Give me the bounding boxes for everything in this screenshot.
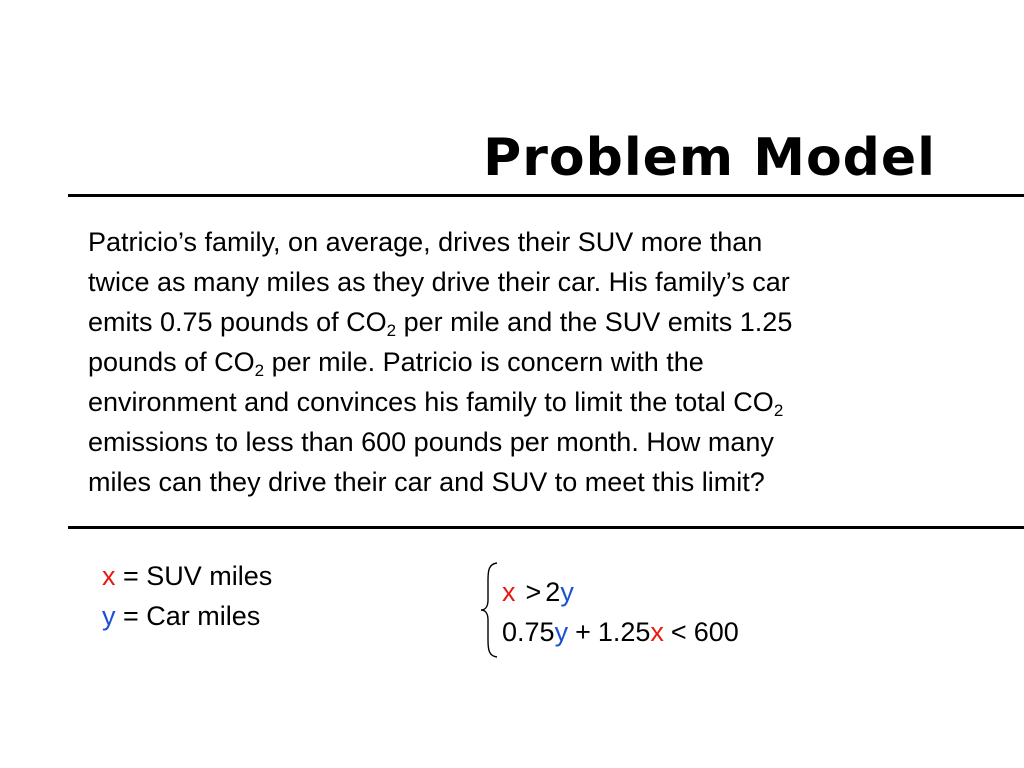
- variable-y: y: [102, 601, 116, 631]
- plus-sign: +: [575, 617, 591, 647]
- eq1-var-x: x: [502, 577, 516, 607]
- slide-title: Problem Model: [483, 128, 936, 188]
- equations: [502, 572, 739, 652]
- co2-subscript: 2: [254, 361, 265, 380]
- problem-line-5-text: environment and convinces his family to limit the total CO: [88, 387, 774, 417]
- variable-definitions: [102, 556, 272, 636]
- problem-line-3: [88, 302, 988, 342]
- problem-line-3-text: emits 0.75 pounds of CO: [88, 307, 387, 337]
- eq1-var-y: y: [560, 577, 574, 607]
- inequality-system: [478, 560, 838, 660]
- definition-y-text: = Car miles: [115, 601, 261, 631]
- bottom-divider: [68, 526, 1024, 529]
- eq2-var-x: x: [650, 617, 664, 647]
- problem-line-1: Patricio’s family, on average, drives their SUV more than: [88, 227, 763, 257]
- definition-y: [102, 596, 272, 636]
- eq2-coefficient-x: 1.25: [597, 617, 651, 647]
- definition-x-text: = SUV miles: [115, 561, 273, 591]
- co2-subscript: 2: [773, 401, 784, 420]
- eq1-coefficient: 2: [545, 577, 561, 607]
- problem-line-4: [88, 342, 988, 382]
- eq2-coefficient-y: 0.75: [502, 617, 555, 647]
- problem-line-2: twice as many miles as they drive their car. His family’s car: [88, 267, 790, 297]
- problem-line-3-tail: per mile and the SUV emits 1.25: [396, 307, 793, 337]
- variable-x: x: [102, 561, 116, 591]
- eq2-var-y: y: [554, 617, 569, 647]
- left-brace-icon: [478, 560, 502, 660]
- inequality-2: [502, 612, 739, 652]
- co2-subscript: 2: [386, 321, 397, 340]
- definition-x: [102, 556, 272, 596]
- problem-line-5: [88, 382, 988, 422]
- problem-line-4-text: pounds of CO: [88, 347, 255, 377]
- inequality-1: [502, 572, 739, 612]
- top-divider: [68, 194, 1024, 197]
- greater-than-sign: >: [525, 577, 542, 607]
- problem-line-6: emissions to less than 600 pounds per month. How many: [88, 427, 774, 457]
- problem-line-4-tail: per mile. Patricio is concern with the: [264, 347, 704, 377]
- eq2-limit: 600: [693, 617, 739, 647]
- problem-statement: [88, 222, 988, 502]
- less-than-sign: <: [670, 617, 687, 647]
- problem-line-7: miles can they drive their car and SUV to meet this limit?: [88, 467, 765, 497]
